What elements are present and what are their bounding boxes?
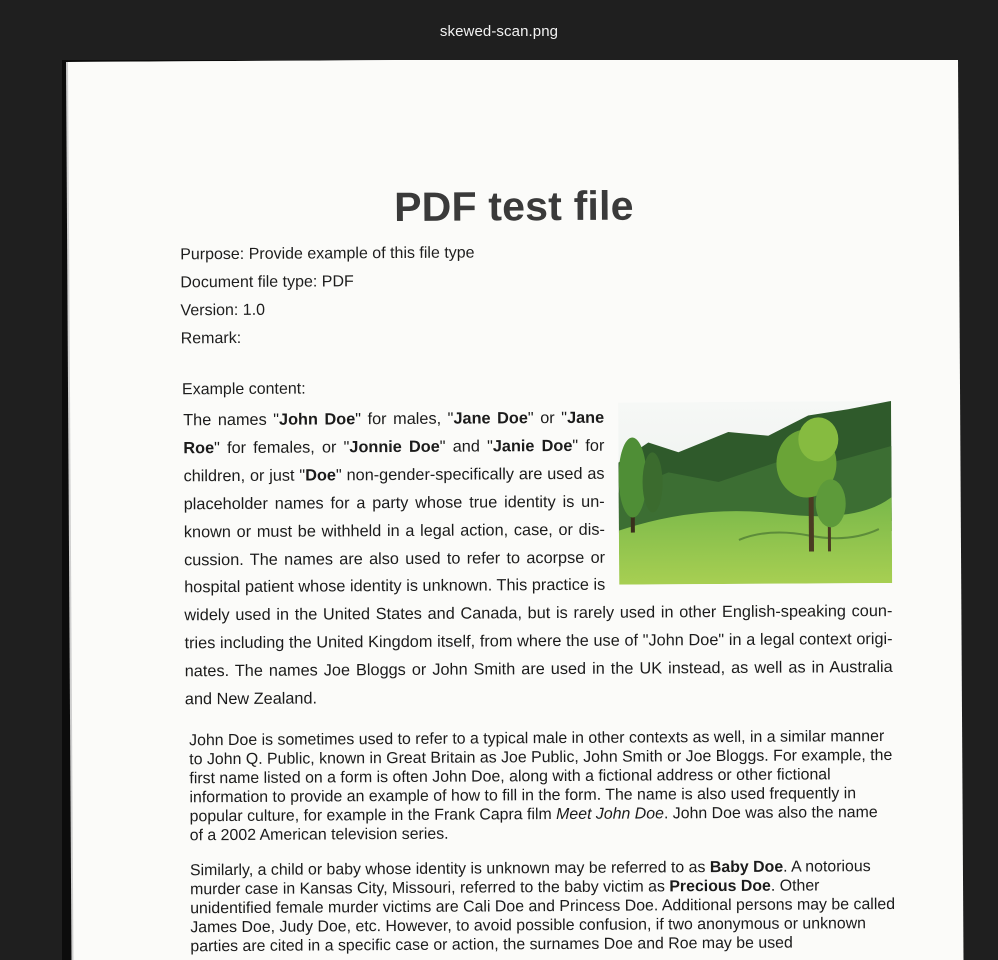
paragraph-2: John Doe is sometimes used to refer to a typical male in other contexts as well, in a similar manner to John Q. Public, known in Great Britain as Joe Public, John Smith or Joe Bloggs. For example, the first name listed on a form is often John Doe, along with a fictional address or other fictional information to provide an example of how to fill in the form. The name is also used frequently in popular culture, for example in the Frank Capra film Meet John Doe. John Doe was also the name of a 2002 American television series. [189, 728, 893, 845]
film-title: Meet John Doe [556, 805, 664, 824]
name-jane-doe: Jane Doe [453, 409, 528, 428]
example-heading: Example content: [181, 380, 306, 399]
meta-purpose: Purpose: Provide example of this file type [180, 244, 475, 264]
name-precious-doe: Precious Doe [669, 877, 771, 896]
name-john-doe: John Doe [278, 410, 356, 429]
document-title: PDF test file [393, 182, 634, 231]
title-bar [0, 0, 998, 60]
name-jonnie-doe: Jonnie Doe [349, 437, 440, 457]
landscape-photo [618, 401, 892, 585]
name-doe: Doe [305, 466, 336, 485]
meta-file-type: Document file type: PDF [180, 273, 354, 292]
meta-version: Version: 1.0 [180, 301, 266, 320]
name-jane-roe: Jane Roe [183, 408, 605, 458]
name-baby-doe: Baby Doe [709, 858, 784, 877]
name-janie-doe: Janie Doe [492, 436, 573, 456]
document-meta [180, 240, 475, 354]
paragraph-1: The names "John Doe" for males, "Jane Doe" or "Jane Roe" for females, or "Jonnie Doe" and "Janie Doe" for children, or just "Doe" non-gender-specifically are used as placeholder names for a party whose true identity is un-known or must be withheld in a legal action, case, or dis-cussion. The names are also used to refer to acorpse or hospital patient whose identity is unknown. This practice is widely used in the United States and Canada, but is rarely used in other English-speaking coun-tries including the United Kingdom itself, from where the use of "John Doe" in a legal context origi-nates. The names Joe Bloggs or John Smith are used in the UK instead, as well as in Australia and New Zealand. [183, 403, 893, 714]
meta-remark: Remark: [180, 329, 242, 348]
paragraph-3: Similarly, a child or baby whose identity is unknown may be referred to as Baby Doe. A notorious murder case in Kansas City, Missouri, referred to the baby victim as Precious Doe. Other unidentified female murder victims are Cali Doe and Princess Doe. Additional persons may be called James Doe, Judy Doe, etc. However, to avoid possible confusion, if two anonymous or unknown parties are cited in a specific case or action, the surnames Doe and Roe may be used [189, 858, 896, 956]
scanned-page [68, 60, 964, 960]
image-viewer[interactable] [0, 60, 998, 960]
file-name: skewed-scan.png [439, 22, 559, 40]
